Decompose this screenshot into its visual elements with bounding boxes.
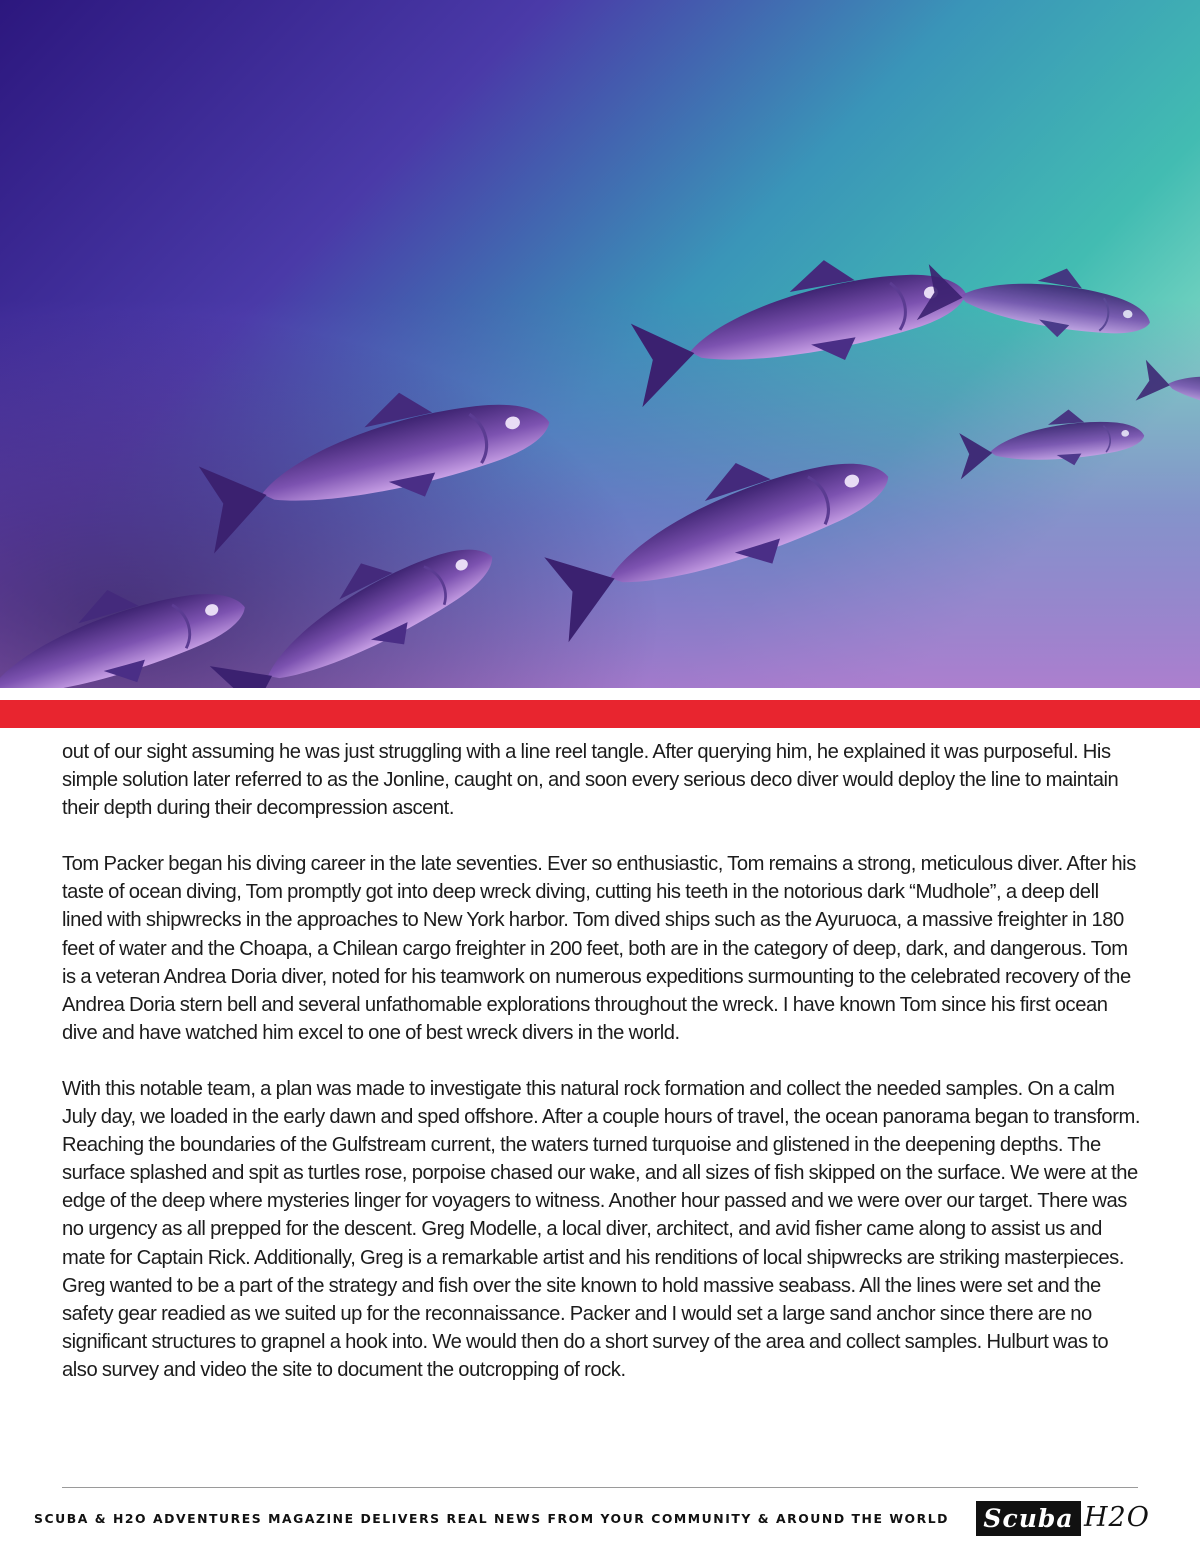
red-divider-band [0,700,1200,728]
article-paragraph: out of our sight assuming he was just struggling with a line reel tangle. After querying him, he explained it was purposeful. His simple solution later referred to as the Jonline, caught on, and soon every serious deco diver would deploy the line to maintain their depth during their decompression ascent. [62,741,1119,820]
article-body [62,738,1142,1412]
footer-divider [62,1487,1138,1488]
article-paragraph: With this notable team, a plan was made to investigate this natural rock formation and collect the needed samples. On a calm July day, we loaded in the early dawn and sped offshore. After a couple hours of travel, the ocean panorama began to transform. Reaching the boundaries of the Gulfstream current, the waters turned turquoise and glistened in the deepening depths. The surface splashed and spit as turtles rose, porpoise chased our wake, and all sizes of fish skipped on the surface. We were at the edge of the deep where mysteries linger for voyagers to witness. Another hour passed and we were over our target. There was no urgency as all prepped for the descent. Greg Modelle, a local diver, architect, and avid fisher came along to assist us and mate for Captain Rick. Additionally, Greg is a remarkable artist and his renditions of local shipwrecks are striking masterpieces. Greg wanted to be a part of the strategy and fish over the site known to hold massive seabass. All the lines were set and the safety gear readied as we suited up for the reconnaissance. Packer and I would set a large sand anchor since there are no significant structures to grapnel a hook into. We would then do a short survey of the area and collect samples. Hulburt was to also survey and video the site to document the outcropping of rock. [62,1077,1141,1381]
logo-h2o-text: H2O [1084,1502,1150,1533]
magazine-logo [976,1497,1150,1545]
fish-school-illustration [0,0,1200,688]
footer-tagline: SCUBA & H2O ADVENTURES MAGAZINE DELIVERS REAL NEWS FROM YOUR COMMUNITY & AROUND THE WORLD [34,1511,950,1526]
article-paragraph: Tom Packer began his diving career in the late seventies. Ever so enthusiastic, Tom remains a strong, meticulous diver. After his taste of ocean diving, Tom promptly got into deep wreck diving, cutting his teeth in the notorious dark “Mudhole”, a deep dell lined with shipwrecks in the approaches to New York harbor. Tom dived ships such as the Ayuruoca, a massive freighter in 180 feet of water and the Choapa, a Chilean cargo freighter in 200 feet, both are in the category of deep, dark, and dangerous. Tom is a veteran Andrea Doria diver, noted for his teamwork on numerous expeditions surmounting to the celebrated recovery of the Andrea Doria stern bell and several unfathomable explorations throughout the wreck. I have known Tom since his first ocean dive and have watched him excel to one of best wreck divers in the world. [62,853,1136,1044]
hero-photo [0,0,1200,688]
logo-scuba-box: Scuba [976,1501,1081,1536]
